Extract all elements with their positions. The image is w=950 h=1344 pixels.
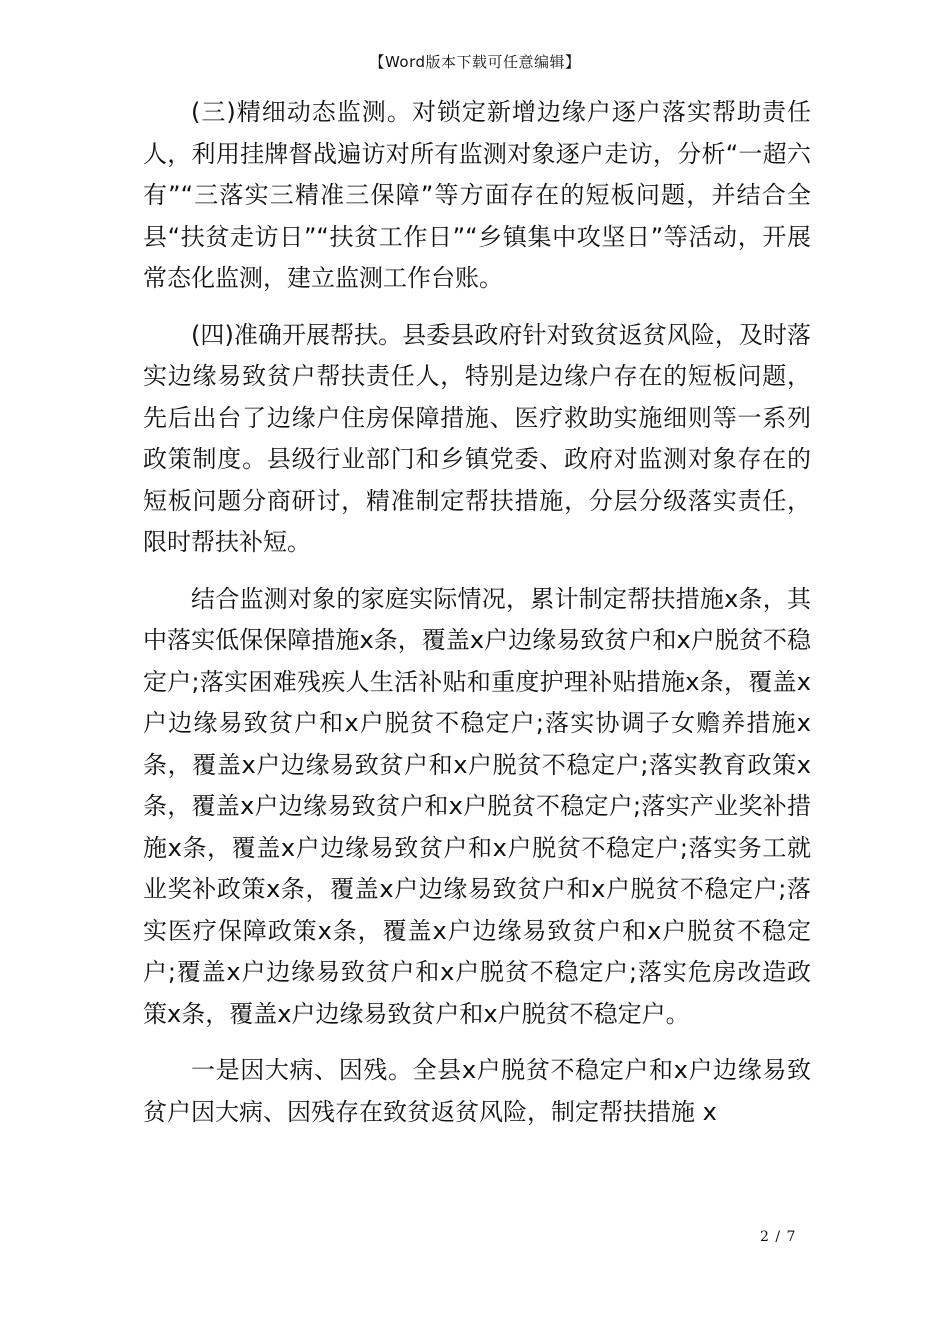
paragraph-section-four: (四)准确开展帮扶。县委县政府针对致贫返贫风险，及时落实边缘易致贫户帮扶责任人，特别是边缘户存在的短板问题，先后出台了边缘户住房保障措施、医疗救助实施细则等一系列政策制度。县级行业部门和乡镇党委、政府对监测对象存在的短板问题分商研讨，精准制定帮扶措施，分层分级落实责任，限时帮扶补短。 (143, 320, 811, 556)
page-header: 【Word版本下载可任意编辑】 (369, 53, 581, 71)
document-body (143, 92, 811, 1148)
paragraph-measures-summary: 结合监测对象的家庭实际情况，累计制定帮扶措施x条，其中落实低保保障措施x条，覆盖x户边缘易致贫户和x户脱贫不稳定户;落实困难残疾人生活补贴和重度护理补贴措施x条，覆盖x户边缘易致贫户和x户脱贫不稳定户;落实协调子女赡养措施x条，覆盖x户边缘易致贫户和x户脱贫不稳定户;落实教育政策x条，覆盖x户边缘易致贫户和x户脱贫不稳定户;落实产业奖补措施x条，覆盖x户边缘易致贫户和x户脱贫不稳定户;落实务工就业奖补政策x条，覆盖x户边缘易致贫户和x户脱贫不稳定户;落实医疗保障政策x条，覆盖x户边缘易致贫户和x户脱贫不稳定户;覆盖x户边缘易致贫户和x户脱贫不稳定户;落实危房改造政策x条，覆盖x户边缘易致贫户和x户脱贫不稳定户。 (143, 584, 811, 1028)
paragraph-illness-disability: 一是因大病、因残。全县x户脱贫不稳定户和x户边缘易致贫户因大病、因残存在致贫返贫风险，制定帮扶措施 x (143, 1056, 811, 1126)
page-number: 2 / 7 (760, 1229, 797, 1245)
paragraph-section-three: (三)精细动态监测。对锁定新增边缘户逐户落实帮助责任人，利用挂牌督战遍访对所有监测对象逐户走访，分析“一超六有”“三落实三精准三保障”等方面存在的短板问题，并结合全县“扶贫走访日”“扶贫工作日”“乡镇集中攻坚日”等活动，开展常态化监测，建立监测工作台账。 (143, 98, 811, 292)
